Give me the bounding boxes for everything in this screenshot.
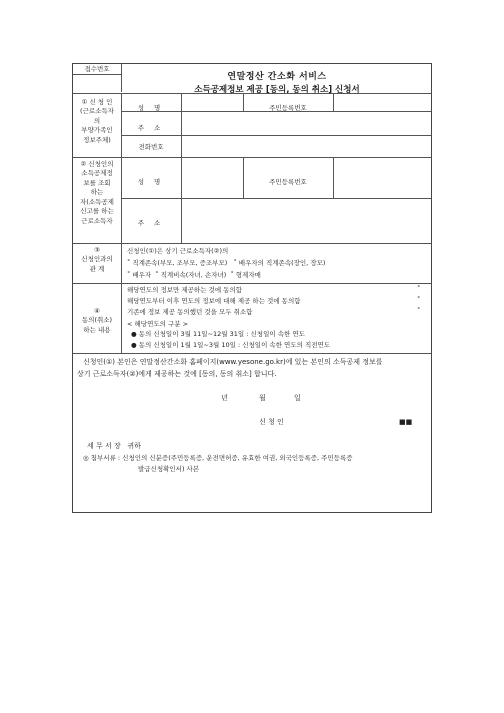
year-classification-item: ● 동의 신청일이 1월 1일~3월 10일 : 신청일이 속한 연도의 직전연도 [131,341,331,349]
consent-section-label: ④ 동의(취소) 하는 내용 [81,307,113,334]
relationship-section-label: ③ 신청인과의 관 계 [81,246,113,273]
applicant-rrn-label: 주민등록번호 [269,104,307,112]
applicant-phone-label: 전화번호 [138,143,164,151]
consent-statement-line1: 신청인(①) 본인은 연말정산간소화 홈페이지(www.yesone.go.kr)에 있는 본인의 소득공제 정보를 [83,358,383,366]
recipient-section-label: ② 신청인의 소득공제정 보를 조회 하는 자(소득공제 신고를 하는 근로소득자 [80,160,114,225]
signature-seal-mark[interactable]: ■■ [399,418,413,426]
receipt-number-label: 접수번호 [84,65,110,73]
consent-option-future-years[interactable]: 해당연도부터 이후 연도의 정보에 대해 제공 하는 것에 동의함 [127,297,301,305]
date-day: 일 [294,394,301,402]
consent-option-cancel-all[interactable]: 기존에 정보 제공 동의했던 것을 모두 취소함 [127,308,253,316]
consent-option-mark[interactable]: ˚ [417,296,421,304]
applicant-section-label: ① 신 청 인 (근로소득자 의 부양가족인 정보주체) [80,98,114,144]
date-year: 년 [221,394,228,402]
date-month: 월 [259,394,266,402]
signer-label: 신 청 인 [259,418,284,426]
year-classification-header: < 해당연도의 구분 > [127,320,189,328]
consent-option-mark[interactable]: ˚ [417,285,421,293]
applicant-address-label: 주 소 [137,124,165,132]
consent-statement-line2: 상기 근로소득자(②)에게 제공하는 것에 [동의, 동의 취소] 합니다. [77,370,277,378]
consent-option-mark[interactable]: ˚ [417,307,421,315]
attachments-line1: ◎ 첨부서류 : 신청인의 신분증(주민등록증, 운전면허증, 유효한 여권, 외국인등록증, 주민등록증 [83,454,353,462]
relationship-options-row1[interactable]: ˚ 직계존속(부모, 조부모, 증조부모) ˚ 배우자의 직계존속(장인, 장모) [127,259,326,267]
relationship-options-row2[interactable]: ˚ 배우자 ˚ 직계비속(자녀, 손자녀) ˚ 형제자매 [127,271,261,279]
year-classification-item: ● 동의 신청일이 3월 11일~12월 31일 : 신청일이 속한 연도 [131,330,305,338]
form-title: 연말정산 간소화 서비스 [227,72,327,82]
applicant-name-label: 성 명 [137,104,165,112]
consent-option-current-year[interactable]: 해당연도의 정보만 제공하는 것에 동의함 [127,286,243,294]
form-subtitle: 소득공제정보 제공 [동의, 동의 취소] 신청서 [194,85,360,95]
recipient-rrn-label: 주민등록번호 [269,178,307,186]
application-form [72,63,432,513]
recipient-name-label: 성 명 [137,178,165,186]
attachments-line2: 발급신청확인서) 사본 [138,465,200,473]
recipient-office: 세 무 서 장 귀하 [87,442,141,450]
relationship-intro: 신청인(①)은 상기 근로소득자(②)의 [127,247,229,255]
recipient-address-label: 주 소 [137,219,165,227]
